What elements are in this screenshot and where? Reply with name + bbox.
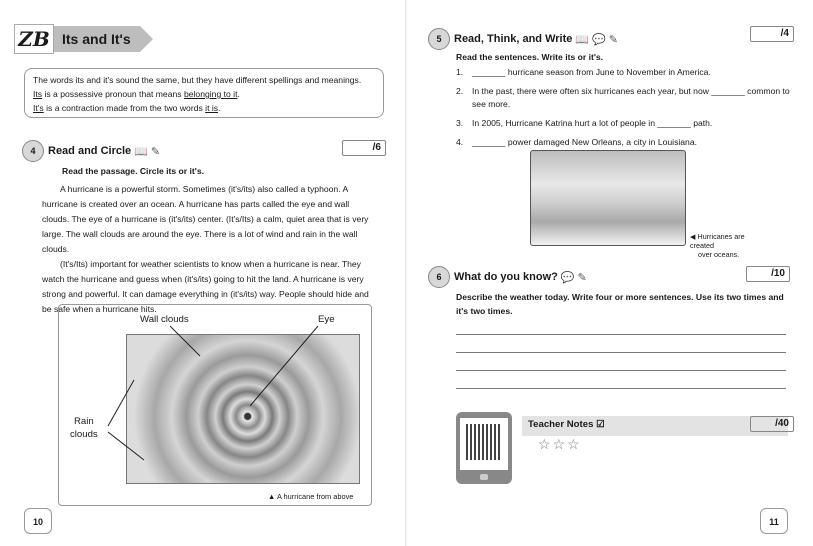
page-number-left: 10 xyxy=(24,508,52,534)
section-6-instruction-2: it's two times. xyxy=(456,306,513,316)
book-icon: 📖 xyxy=(575,33,590,46)
section-6-number: 6 xyxy=(428,266,450,288)
question-item[interactable]: 3. In 2005, Hurricane Katrina hurt a lot of people in _______ path. xyxy=(456,118,713,128)
speech-bubble-icon: 💬 xyxy=(560,271,575,284)
hurricane-image xyxy=(126,334,360,484)
passage-paragraph-2: (It's/Its) important for weather scientists to know when a hurricane is near. They watch the hurricane and guess when (it's/its) going to hit the land. A hurricane is very strong and powerful. It can damage everything in (it's/its) way. People should hide and be safe when a hurricane hits. xyxy=(42,259,369,314)
label-rain: Rain xyxy=(74,416,94,427)
home-button-icon xyxy=(480,474,488,480)
rule-line-2: Its is a possessive pronoun that means belonging to it. xyxy=(33,89,240,99)
section-6-header xyxy=(428,266,587,288)
label-clouds: clouds xyxy=(70,429,98,440)
section-4-instruction: Read the passage. Circle its or it's. xyxy=(62,166,204,176)
label-eye: Eye xyxy=(318,314,335,325)
tablet-qr[interactable] xyxy=(456,412,512,484)
rule-box xyxy=(24,68,384,118)
section-4-title: Read and Circle xyxy=(48,145,132,157)
section-6-instruction-1: Describe the weather today. Write four or more sentences. Use its two times and xyxy=(456,292,784,302)
question-item[interactable]: 1. _______ hurricane season from June to November in America. xyxy=(456,67,711,77)
pencil-icon: ✎ xyxy=(150,145,161,158)
pencil-icon: ✎ xyxy=(608,33,618,46)
section-6-title: What do you know? xyxy=(454,271,558,283)
label-wall-clouds: Wall clouds xyxy=(140,314,189,325)
section-5-header xyxy=(428,28,618,50)
writing-line[interactable] xyxy=(456,388,786,389)
book-spine xyxy=(405,0,407,546)
section-4-score[interactable]: /6 xyxy=(342,140,386,156)
section-5-instruction: Read the sentences. Write its or it's. xyxy=(456,52,604,62)
teacher-notes-title: Teacher Notes ☑ xyxy=(528,419,605,430)
rule-line-3: It's is a contraction made from the two words it is. xyxy=(33,103,221,113)
total-score[interactable]: /40 xyxy=(750,416,794,432)
passage xyxy=(42,182,374,317)
pencil-icon: ✎ xyxy=(577,271,587,284)
writing-line[interactable] xyxy=(456,370,786,371)
photo-caption: ◀ Hurricanes are created over oceans. xyxy=(690,232,745,259)
question-list xyxy=(456,66,796,155)
section-4-number: 4 xyxy=(22,140,44,162)
lesson-title: Its and It's xyxy=(54,26,140,52)
rule-line-1: The words its and it's sound the same, but they have different spellings and meanings. xyxy=(33,75,362,85)
section-5-title: Read, Think, and Write xyxy=(454,33,573,45)
question-item[interactable]: 2. In the past, there were often six hurricanes each year, but now _______ common to see more. xyxy=(456,86,790,109)
checkbox-icon: ☑ xyxy=(596,419,605,430)
rating-stars[interactable]: ☆☆☆ xyxy=(538,436,582,452)
hurricane-ocean-illustration xyxy=(530,150,686,246)
lesson-banner xyxy=(14,22,144,56)
book-icon: 📖 xyxy=(134,145,148,158)
page-number-right: 11 xyxy=(760,508,788,534)
passage-paragraph-1: A hurricane is a powerful storm. Sometimes (it's/its) also called a typhoon. A hurricane is created over an ocean. A hurricane has parts called the eye and wall clouds. The eye of a hurricane is (it's/its) center. (It's/Its) a calm, quiet area that is very large. The wall clouds are around the eye. There is a lot of wind and rain in the wall clouds. xyxy=(42,184,369,254)
qr-code-icon[interactable] xyxy=(466,424,502,460)
question-item[interactable]: 4. _______ power damaged New Orleans, a city in Louisiana. xyxy=(456,137,698,147)
section-4-header xyxy=(22,140,160,162)
section-6-score[interactable]: /10 xyxy=(746,266,790,282)
section-5-number: 5 xyxy=(428,28,450,50)
writing-line[interactable] xyxy=(456,352,786,353)
writing-line[interactable] xyxy=(456,334,786,335)
speech-bubble-icon: 💬 xyxy=(592,33,606,46)
section-5-score[interactable]: /4 xyxy=(750,26,794,42)
figure-caption: ▲ A hurricane from above xyxy=(268,492,354,501)
lesson-code: ZB xyxy=(14,24,54,54)
